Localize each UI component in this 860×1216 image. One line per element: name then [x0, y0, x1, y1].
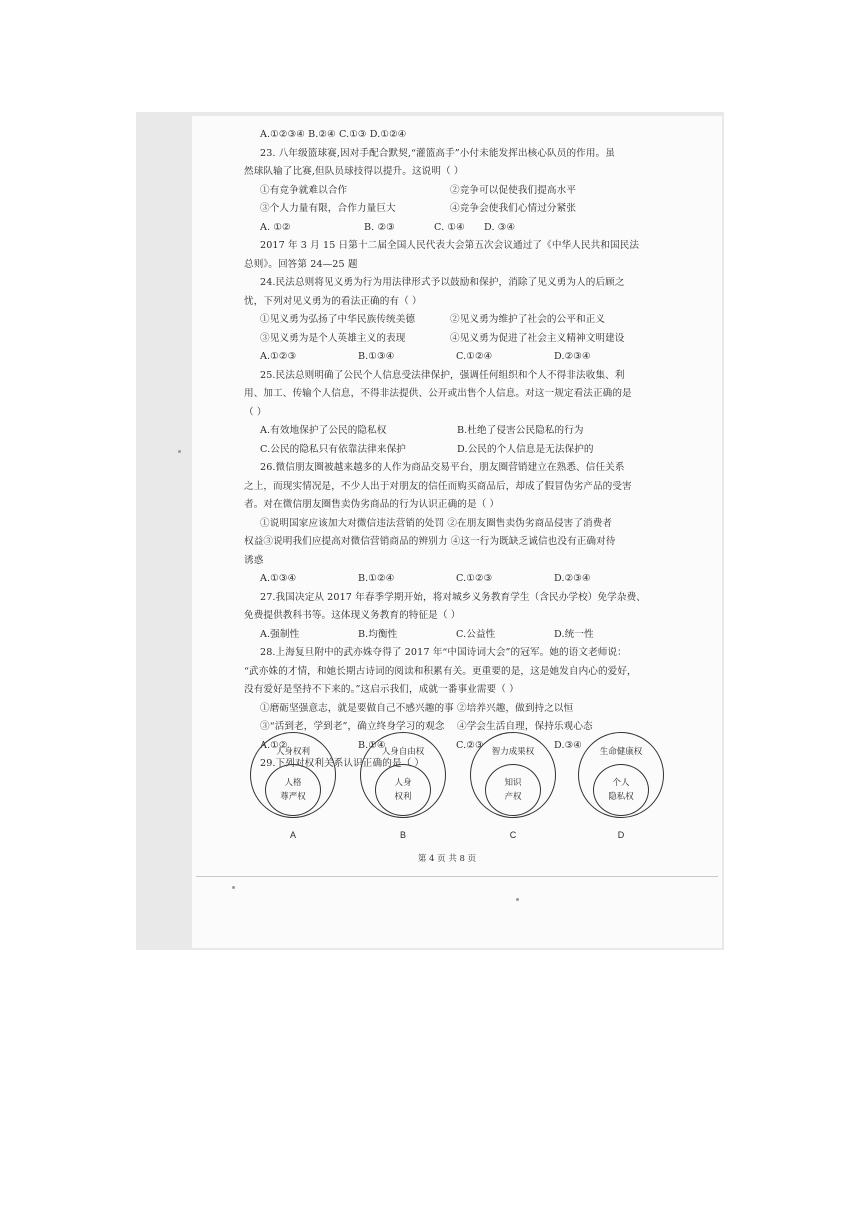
- exam-text: [244, 126, 654, 774]
- diagram-letter: D: [617, 830, 625, 840]
- inner-label: [593, 776, 649, 804]
- q28-choices-row1: [244, 700, 654, 719]
- venn-diagram-b: [360, 732, 450, 840]
- q28-option-d: D.③④: [554, 739, 583, 751]
- q28-choice-1: ①磨砺坚强意志，就是要做自己不感兴趣的事: [260, 702, 454, 714]
- q28-stem: 28.上海复旦附中的武亦姝夺得了 2017 年“中国诗词大会”的冠军。她的语文老师说：: [260, 647, 627, 658]
- q27-option-a: A.强制性: [260, 628, 300, 640]
- q28-stem-cont1: “武亦姝的才情，和她长期古诗词的阅读和积累有关。更重要的是，这是她发自内心的爱好，: [244, 665, 637, 677]
- q23-option-a: A. ①②: [260, 221, 291, 233]
- q23-stem-cont: 然球队输了比赛,但队员球技得以提升。这说明（ ）: [244, 166, 464, 177]
- venn-diagram-a: [250, 732, 340, 840]
- q24-choices-row1: [244, 311, 654, 330]
- page-number: 第 4 页 共 8 页: [417, 854, 477, 864]
- venn-diagram-c: [470, 732, 560, 840]
- q25-options-row2: [244, 441, 654, 460]
- q23-choice-1: ①有竞争就难以合作: [260, 184, 348, 196]
- diagram-letter: C: [509, 830, 517, 840]
- q25-option-c: C.公民的隐私只有依靠法律来保护: [260, 443, 406, 455]
- q24-option-c: C.①②④: [456, 351, 493, 362]
- q25-stem-cont: 用、加工、传输个人信息，不得非法提供、公开或出售个人信息。对这一规定看法正确的是: [244, 388, 632, 399]
- q23-stem: 23. 八年级篮球赛,因对手配合默契,“灌篮高手”小付未能发挥出核心队员的作用。虽: [260, 147, 615, 159]
- q23-option-b: B. ②③: [364, 221, 395, 233]
- q24-stem: 24.民法总则将见义勇为行为用法律形式予以鼓励和保护，消除了见义勇为人的后顾之: [260, 277, 625, 288]
- q26-stem-cont1: 之上，而现实情况是，不少人出于对朋友的信任而购买商品后，却成了假冒伪劣产品的受害: [244, 480, 632, 492]
- q26-option-d: D.②③④: [554, 573, 591, 584]
- q25-stem-blank: （ ）: [244, 406, 267, 418]
- outer-label: 人身自由权: [381, 747, 425, 757]
- q24-options: [244, 348, 654, 367]
- q23-options: [244, 219, 654, 238]
- q23-choices-row2: [244, 200, 654, 219]
- diagram-letter: A: [289, 830, 296, 840]
- inner-label-line2: 尊严权: [280, 792, 306, 802]
- q26-choices: ①说明国家应该加大对微信违法营销的处罚 ②在朋友圈售卖伪劣商品侵害了消费者: [260, 517, 613, 529]
- outer-label: 生命健康权: [599, 747, 643, 757]
- inner-label-line2: 权利: [394, 792, 412, 802]
- q23-choice-4: ④竞争会使我们心情过分紧张: [450, 203, 577, 214]
- q23-option-d: D. ③④: [484, 221, 516, 233]
- q23-option-c: C. ①④: [434, 221, 465, 233]
- q24-choice-1: ①见义勇为弘扬了中华民族传统美德: [260, 314, 416, 325]
- q23-choice-3: ③个人力量有限，合作力量巨大: [260, 203, 396, 214]
- q24-stem-cont: 忧，下列对见义勇为的看法正确的有（ ）: [244, 295, 422, 307]
- q25-stem: 25.民法总则明确了公民个人信息受法律保护，强调任何组织和个人不得非法收集、利: [260, 369, 625, 381]
- scan-speck: [232, 886, 235, 889]
- inner-label-line1: 人身: [394, 778, 412, 788]
- diagram-letter: B: [399, 830, 406, 840]
- inner-label: [485, 776, 541, 804]
- q27-stem: 27.我国决定从 2017 年春季学期开始，将对城乡义务教育学生（含民办学校）免学杂费、: [260, 591, 646, 603]
- q28-option-b: B.①④: [358, 739, 386, 751]
- q24-choice-3: ③见义勇为是个人英雄主义的表现: [260, 332, 406, 344]
- outer-label: 智力成果权: [491, 747, 535, 757]
- scan-speck: [178, 450, 181, 453]
- q24-option-a: A.①②③: [260, 351, 297, 362]
- outer-label: 人身权利: [275, 747, 310, 757]
- q26-option-b: B.①②④: [358, 573, 395, 584]
- q29-diagrams: [250, 732, 670, 840]
- q24-option-b: B.①③④: [358, 351, 395, 362]
- q28-choice-4: ④学会生活自理，保持乐观心态: [457, 721, 593, 732]
- inner-label-line1: 个人: [612, 778, 630, 788]
- q26-choices-cont: 权益③说明我们应提高对微信营销商品的辨别力 ④这一行为既缺乏诚信也没有正确对待: [244, 536, 616, 547]
- q24-choice-4: ④见义勇为促进了社会主义精神文明建设: [450, 332, 625, 344]
- q26-stem-cont2: 者。对在微信朋友圈售卖伪劣商品的行为认识正确的是（ ）: [244, 499, 500, 510]
- q27-option-c: C.公益性: [456, 628, 496, 640]
- q24-option-d: D.②③④: [554, 351, 591, 362]
- q26-option-a: A.①③④: [260, 573, 297, 584]
- venn-diagram-d: [578, 732, 668, 840]
- q28-option-a: A.①②: [260, 739, 288, 751]
- inner-label: [265, 776, 321, 804]
- q28-stem-cont2: 没有爱好是坚持不下来的。”这启示我们，成就一番事业需要（ ）: [244, 684, 519, 695]
- inner-label-line1: 人格: [284, 778, 302, 788]
- q27-stem-cont: 免费提供教科书等。这体现义务教育的特征是（ ）: [244, 610, 461, 621]
- q25-options-row1: [244, 422, 654, 441]
- inner-label-line2: 隐私权: [608, 792, 634, 802]
- q28-choice-2: ②培养兴趣，做到持之以恒: [457, 702, 574, 714]
- page-fold-edge: [196, 876, 718, 887]
- q26-options: [244, 570, 654, 589]
- q25-option-d: D.公民的个人信息是无法保护的: [457, 443, 594, 455]
- q22-options: A.①②③④ B.②④ C.①③ D.①②④: [260, 129, 407, 140]
- q23-choice-2: ②竞争可以促使我们提高水平: [450, 184, 577, 196]
- inner-label-line1: 知识: [504, 778, 522, 788]
- q28-option-c: C.②③: [456, 739, 484, 751]
- material-intro-cont: 总则》。回答第 24—25 题: [244, 258, 358, 270]
- q25-option-b: B.杜绝了侵害公民隐私的行为: [457, 425, 584, 436]
- q26-choices-end: 诱惑: [244, 554, 264, 566]
- q24-choice-2: ②见义勇为维护了社会的公平和正义: [450, 314, 606, 325]
- inner-label-line2: 产权: [504, 792, 522, 802]
- q29-stem: 29.下列对权利关系认识正确的是（ ）: [260, 758, 425, 769]
- q23-choices-row1: [244, 182, 654, 201]
- q27-options: [244, 626, 654, 645]
- material-intro: 2017 年 3 月 15 日第十二届全国人民代表大会第五次会议通过了《中华人民共和国民法: [260, 240, 640, 251]
- q26-stem: 26.微信朋友圈被越来越多的人作为商品交易平台，朋友圈营销建立在熟悉、信任关系: [260, 462, 625, 473]
- q26-option-c: C.①②③: [456, 573, 493, 584]
- q27-option-b: B.均衡性: [358, 628, 398, 640]
- scan-speck: [516, 898, 519, 901]
- q25-option-a: A.有效地保护了公民的隐私权: [260, 425, 387, 436]
- q27-option-d: D.统一性: [554, 628, 594, 640]
- q24-choices-row2: [244, 330, 654, 349]
- inner-label: [375, 776, 431, 804]
- q28-choice-3: ③“活到老，学到老”，确立终身学习的观念: [260, 721, 445, 732]
